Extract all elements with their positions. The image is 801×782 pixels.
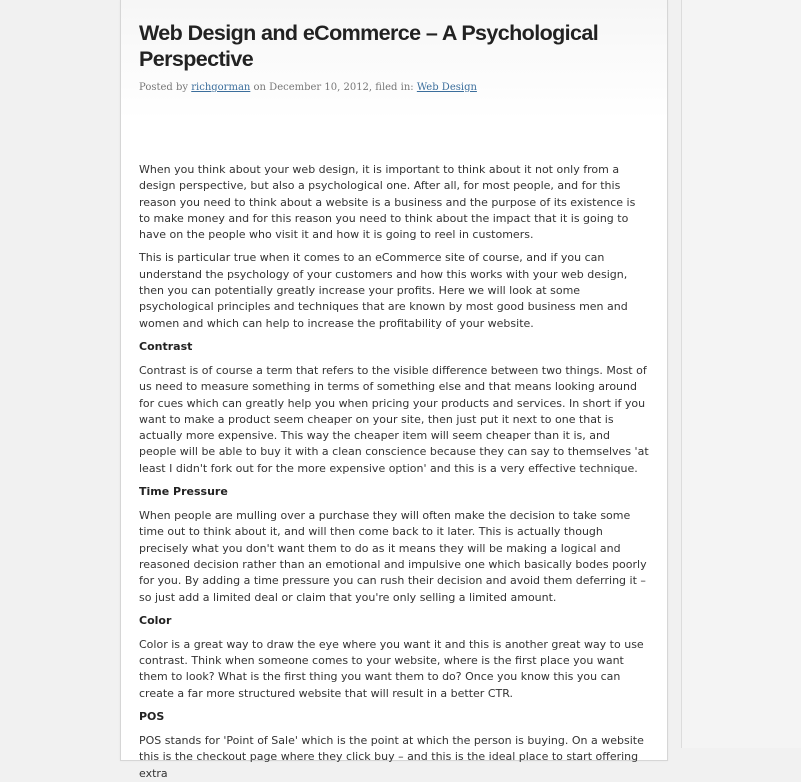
blog-post bbox=[120, 0, 668, 780]
section-heading-contrast: Contrast bbox=[139, 339, 193, 353]
post-content bbox=[121, 140, 667, 782]
intro-paragraph: This is particular true when it comes to an eCommerce site of course, and if you can understand the psychology of your customers and how this works with your web design, then you can potentially greatly increase your profits. Here we will look at some psychological principles and techniques that are known by most good business men and women and which can help to increase the profitability of your website. bbox=[139, 251, 628, 330]
post-date: on December 10, 2012, filed in: bbox=[253, 82, 414, 93]
post-header bbox=[121, 0, 667, 140]
section-heading-color: Color bbox=[139, 613, 172, 627]
sidebar-background bbox=[681, 0, 801, 748]
section-text-pos: POS stands for 'Point of Sale' which is the point at which the person is buying. On a website this is the checkout page where they click buy – and this is the ideal place to start offering extra bbox=[139, 734, 644, 780]
section-heading-pos: POS bbox=[139, 710, 165, 724]
section-heading-time-pressure: Time Pressure bbox=[139, 485, 228, 499]
section-text-time-pressure: When people are mulling over a purchase they will often make the decision to take some time out to think about it, and will then come back to it later. This is actually though precisely what you don't want them to do as it means they will be making a logical and reasoned decision rather than an emotional and impulsive one which basically bodes poorly for you. By adding a time pressure you can rush their decision and avoid them deferring it – so just add a limited deal or claim that you're only selling a limited amount. bbox=[139, 509, 647, 604]
intro-paragraph: When you think about your web design, it is important to think about it not only from a design perspective, but also a psychological one. After all, for most people, and for this reason you need to think about a website is a business and the purpose of its existence is to make money and for this reason you need to think about the impact that it is going to have on the people who visit it and how it is going to reel in customers. bbox=[139, 163, 636, 242]
posted-by-label: Posted by bbox=[139, 82, 189, 93]
author-link[interactable]: richgorman bbox=[191, 82, 251, 93]
post-title: Web Design and eCommerce – A Psychological Perspective bbox=[139, 21, 599, 71]
section-text-color: Color is a great way to draw the eye where you want it and this is another great way to use contrast. Think when someone comes to your website, where is the first place you want them to look? What is the first thing you want them to do? Once you know this you can create a far more structured website that will result in a better CTR. bbox=[139, 637, 644, 700]
post-meta bbox=[139, 82, 649, 93]
category-link[interactable]: Web Design bbox=[416, 82, 477, 93]
section-text-contrast: Contrast is of course a term that refers to the visible difference between two things. Most of us need to measure something in terms of something else and that means looking around for cues which can greatly help you when pricing your products and services. In short if you want to make a product seem cheaper on your site, then just put it next to one that is actually more expensive. This way the cheaper item will seem cheaper than it is, and people will be able to buy it with a clean conscience because they can say to themselves 'at least I didn't fork out for the more expensive option' and this is a very effective technique. bbox=[139, 363, 649, 475]
